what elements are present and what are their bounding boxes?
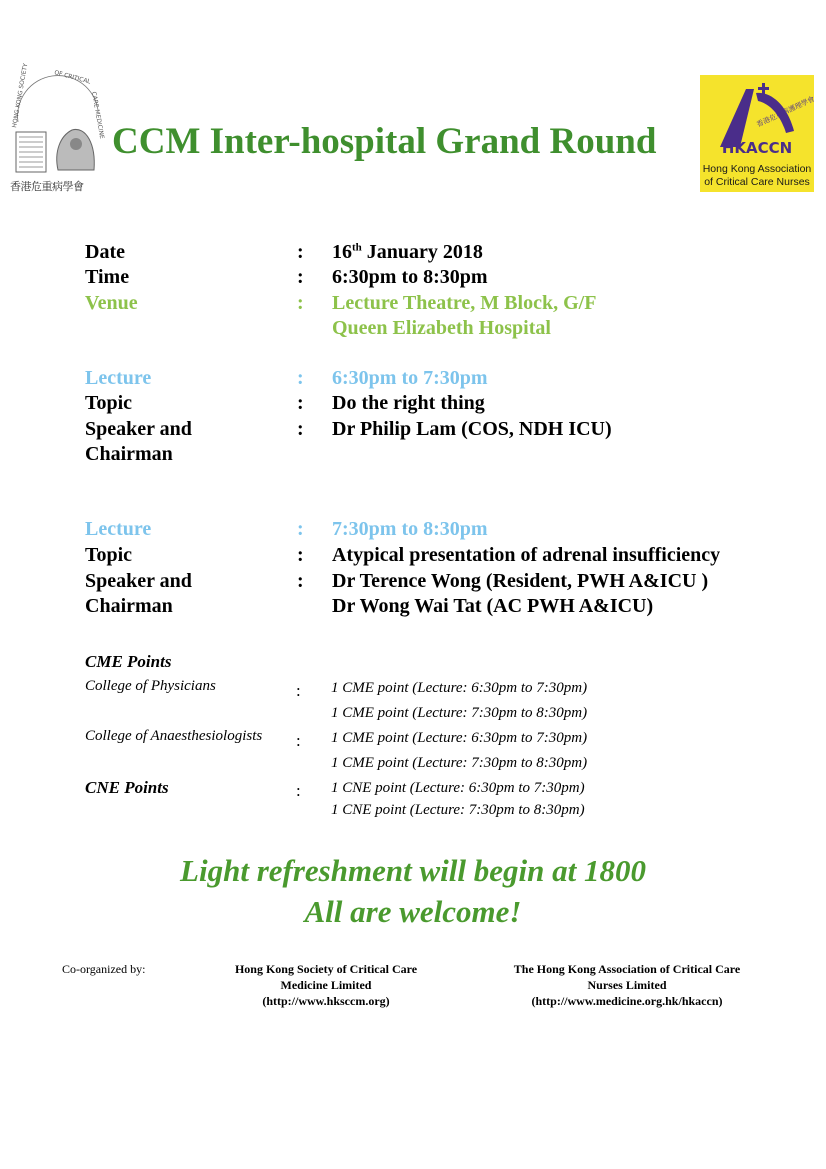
venue-line2: Queen Elizabeth Hospital	[332, 317, 551, 339]
lecture-label: Lecture	[85, 367, 152, 389]
colon: :	[297, 418, 304, 440]
anaesth-point-1: 1 CME point (Lecture: 6:30pm to 7:30pm)	[331, 730, 588, 746]
date-label: Date	[85, 241, 125, 263]
lecture-time: 7:30pm to 8:30pm	[332, 518, 488, 540]
cme-points-heading: CME Points	[85, 652, 172, 671]
colon: :	[296, 731, 301, 750]
time-value: 6:30pm to 8:30pm	[332, 266, 488, 288]
colon: :	[297, 367, 304, 389]
svg-text:HONG KONG SOCIETY: HONG KONG SOCIETY	[11, 62, 30, 129]
venue-line1: Lecture Theatre, M Block, G/F	[332, 292, 597, 314]
colon: :	[296, 781, 301, 800]
colon: :	[297, 292, 304, 314]
speaker-value-2: Dr Wong Wai Tat (AC PWH A&ICU)	[332, 595, 654, 617]
svg-text:CARE MEDICINE: CARE MEDICINE	[90, 91, 106, 140]
topic-value: Atypical presentation of adrenal insufficiency	[332, 544, 721, 566]
cne-points-heading: CNE Points	[85, 778, 169, 797]
refreshment-notice: Light refreshment will begin at 1800	[180, 853, 646, 888]
topic-value: Do the right thing	[332, 392, 485, 414]
hkaccn-caption-line1: Hong Kong Association	[702, 163, 812, 175]
hkaccn-logo	[700, 75, 814, 192]
physicians-point-2: 1 CME point (Lecture: 7:30pm to 8:30pm)	[331, 705, 588, 721]
physicians-point-1: 1 CME point (Lecture: 6:30pm to 7:30pm)	[331, 680, 588, 696]
colon: :	[297, 544, 304, 566]
colon: :	[297, 518, 304, 540]
colon: :	[297, 570, 304, 592]
page-title: CCM Inter-hospital Grand Round	[112, 121, 657, 162]
anaesth-label: College of Anaesthesiologists	[85, 728, 263, 744]
lecture-time: 6:30pm to 7:30pm	[332, 367, 488, 389]
colon: :	[297, 392, 304, 414]
colon: :	[296, 681, 301, 700]
anaesth-point-2: 1 CME point (Lecture: 7:30pm to 8:30pm)	[331, 755, 588, 771]
lecture-label: Lecture	[85, 518, 152, 540]
chairman-label: Chairman	[85, 443, 173, 465]
chairman-label: Chairman	[85, 595, 173, 617]
cne-point-1: 1 CNE point (Lecture: 6:30pm to 7:30pm)	[331, 780, 585, 796]
hksccm-logo	[10, 62, 106, 196]
speaker-value: Dr Philip Lam (COS, NDH ICU)	[332, 418, 612, 440]
hkaccn-wordmark: HKACCN	[721, 139, 793, 157]
hksccm-chinese-name: 香港危重病學會	[10, 180, 84, 193]
topic-label: Topic	[85, 544, 133, 566]
speaker-label: Speaker and	[85, 418, 192, 440]
hkaccn-emblem-icon	[700, 75, 814, 155]
svg-text:OF CRITICAL: OF CRITICAL	[53, 69, 92, 86]
time-label: Time	[85, 266, 130, 288]
topic-label: Topic	[85, 392, 133, 414]
speaker-label: Speaker and	[85, 570, 192, 592]
physicians-label: College of Physicians	[85, 678, 216, 694]
date-value: 16th January 2018	[332, 241, 483, 263]
cne-point-2: 1 CNE point (Lecture: 7:30pm to 8:30pm)	[331, 802, 585, 818]
hkaccn-chinese-name: 香港危重病護理學會	[755, 94, 816, 129]
hksccm-emblem-icon	[10, 62, 106, 196]
welcome-notice: All are welcome!	[304, 894, 522, 929]
venue-label: Venue	[85, 292, 138, 314]
colon: :	[297, 266, 304, 288]
speaker-value: Dr Terence Wong (Resident, PWH A&ICU )	[332, 570, 709, 592]
organizer-2: The Hong Kong Association of Critical Care Nurses Limited (http://www.medicine.org.hk/hkaccn)	[513, 962, 741, 1008]
organizer-1: Hong Kong Society of Critical Care Medicine Limited (http://www.hksccm.org)	[234, 962, 418, 1008]
colon: :	[297, 241, 304, 263]
hkaccn-caption-line2: of Critical Care Nurses	[704, 176, 810, 188]
coorganized-label: Co-organized by:	[62, 962, 146, 976]
